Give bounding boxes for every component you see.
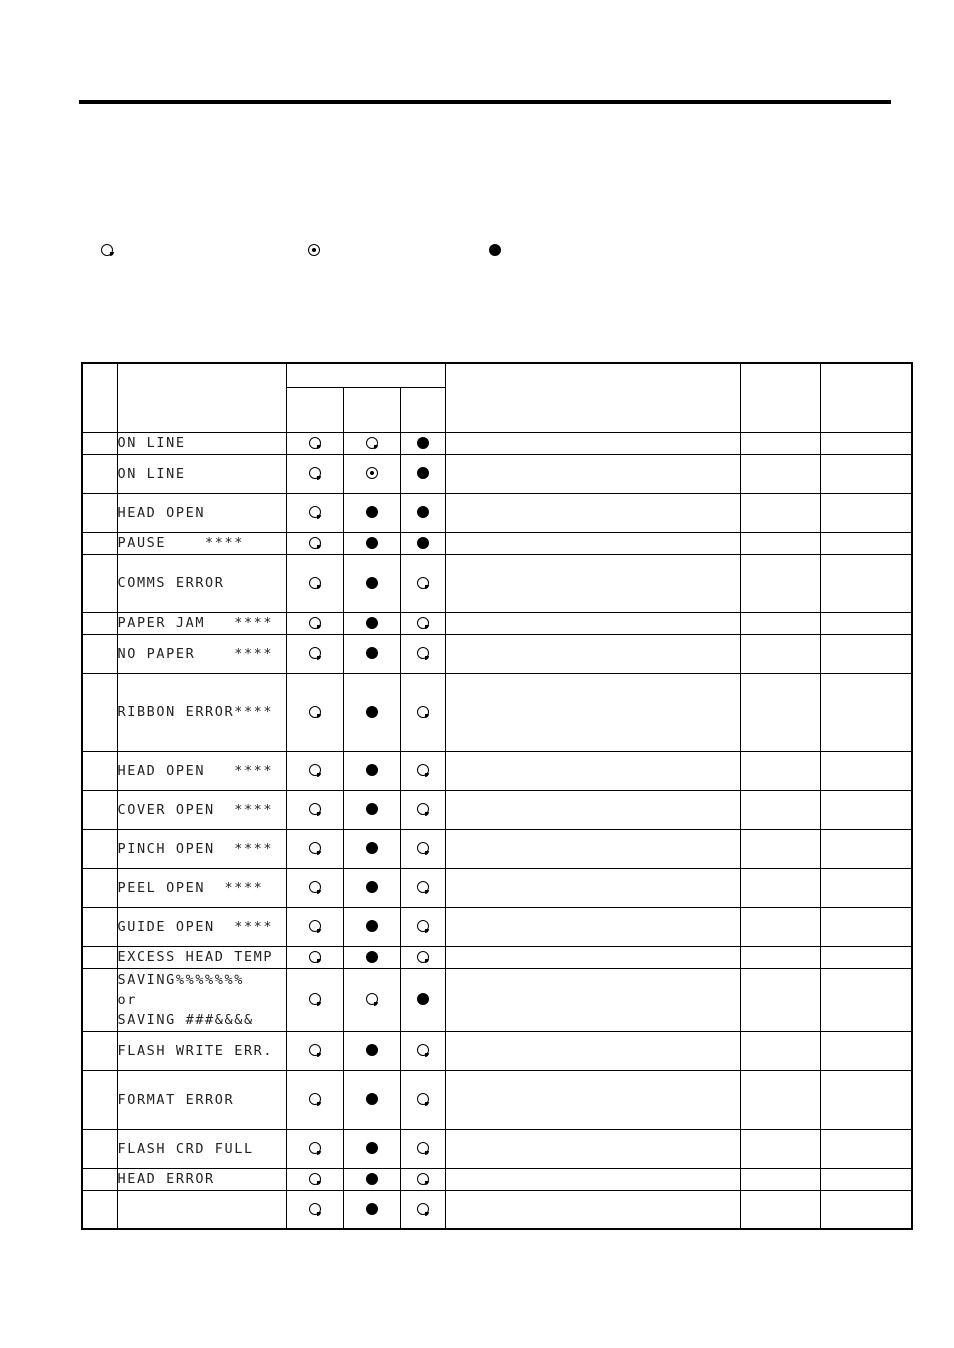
restore-cell: [740, 907, 820, 946]
command-cell: [820, 1129, 912, 1168]
error-led-cell: [400, 493, 445, 532]
online-led-on-icon: [366, 1203, 378, 1215]
lcd-message-text: GUIDE OPEN ****: [117, 918, 274, 935]
command-cell: [820, 1190, 912, 1229]
power-led-cell: [286, 1190, 343, 1229]
header-no-cell: [82, 363, 117, 432]
lcd-message-text: HEAD OPEN: [117, 504, 206, 521]
command-cell: [820, 751, 912, 790]
header-printer-status-cell: [445, 363, 740, 432]
error-led-cell: [400, 673, 445, 751]
table-row: [82, 1070, 912, 1129]
online-led-cell: [343, 432, 400, 454]
online-led-cell: [343, 751, 400, 790]
power-led-cell: [286, 790, 343, 829]
row-number-cell: [82, 907, 117, 946]
online-led-cell: [343, 868, 400, 907]
power-led-off-icon: [309, 1203, 321, 1215]
restore-cell: [740, 829, 820, 868]
lcd-message-cell: [117, 751, 286, 790]
command-cell: [820, 612, 912, 634]
error-led-cell: [400, 554, 445, 612]
online-led-on-icon: [366, 1142, 378, 1154]
power-led-cell: [286, 432, 343, 454]
restore-cell: [740, 946, 820, 968]
lcd-message-cell: [117, 829, 286, 868]
online-led-on-icon: [366, 577, 378, 589]
printer-status-cell: [445, 673, 740, 751]
online-led-cell: [343, 1129, 400, 1168]
printer-status-cell: [445, 532, 740, 554]
error-led-off-icon: [417, 842, 429, 854]
table-row: [82, 634, 912, 673]
printer-status-cell: [445, 554, 740, 612]
power-led-cell: [286, 907, 343, 946]
row-number-cell: [82, 454, 117, 493]
printer-status-cell: [445, 868, 740, 907]
error-led-off-icon: [417, 1173, 429, 1185]
error-led-on-icon: [417, 437, 429, 449]
command-cell: [820, 968, 912, 1031]
power-led-cell: [286, 634, 343, 673]
error-led-cell: [400, 1168, 445, 1190]
lcd-message-cell: [117, 554, 286, 612]
online-led-cell: [343, 790, 400, 829]
lcd-message-cell: [117, 612, 286, 634]
power-led-off-icon: [309, 764, 321, 776]
error-led-cell: [400, 829, 445, 868]
row-number-cell: [82, 1190, 117, 1229]
restore-cell: [740, 1168, 820, 1190]
online-led-cell: [343, 454, 400, 493]
restore-cell: [740, 1190, 820, 1229]
online-led-cell: [343, 532, 400, 554]
command-cell: [820, 493, 912, 532]
restore-cell: [740, 1031, 820, 1070]
led-on-icon: [489, 244, 501, 256]
table-row: [82, 673, 912, 751]
command-cell: [820, 1168, 912, 1190]
online-led-on-icon: [366, 506, 378, 518]
printer-status-cell: [445, 829, 740, 868]
row-number-cell: [82, 1031, 117, 1070]
error-led-off-icon: [417, 617, 429, 629]
online-led-cell: [343, 907, 400, 946]
row-number-cell: [82, 634, 117, 673]
printer-status-cell: [445, 634, 740, 673]
lcd-message-cell: [117, 1168, 286, 1190]
lcd-message-text: RIBBON ERROR****: [117, 704, 274, 720]
error-led-cell: [400, 790, 445, 829]
lcd-message-table: [81, 362, 913, 1230]
power-led-off-icon: [309, 1173, 321, 1185]
row-number-cell: [82, 868, 117, 907]
error-led-cell: [400, 432, 445, 454]
lcd-message-text: EXCESS HEAD TEMP: [117, 949, 274, 965]
command-cell: [820, 532, 912, 554]
restore-cell: [740, 432, 820, 454]
led-off-icon: [101, 244, 113, 256]
error-led-cell: [400, 1031, 445, 1070]
lcd-message-text: PAPER JAM ****: [117, 615, 274, 631]
error-led-off-icon: [417, 706, 429, 718]
error-led-off-icon: [417, 1044, 429, 1056]
power-led-off-icon: [309, 467, 321, 479]
power-led-off-icon: [309, 951, 321, 963]
online-led-cell: [343, 946, 400, 968]
restore-cell: [740, 634, 820, 673]
table-row: [82, 554, 912, 612]
power-led-cell: [286, 751, 343, 790]
restore-cell: [740, 751, 820, 790]
table-row: [82, 829, 912, 868]
printer-status-cell: [445, 907, 740, 946]
lcd-message-text: SAVING ###&&&&: [117, 1011, 254, 1028]
power-led-off-icon: [309, 920, 321, 932]
table-row: [82, 907, 912, 946]
command-cell: [820, 1070, 912, 1129]
row-number-cell: [82, 751, 117, 790]
lcd-message-text: ON LINE: [117, 465, 186, 482]
online-led-cell: [343, 612, 400, 634]
row-number-cell: [82, 946, 117, 968]
online-led-on-icon: [366, 537, 378, 549]
power-led-off-icon: [309, 537, 321, 549]
power-led-off-icon: [309, 706, 321, 718]
online-led-blink-icon: [366, 467, 378, 479]
printer-status-cell: [445, 1168, 740, 1190]
command-cell: [820, 868, 912, 907]
table-row: [82, 1190, 912, 1229]
power-led-cell: [286, 968, 343, 1031]
table-row: [82, 493, 912, 532]
header-led-group-cell: [286, 363, 445, 387]
led-blink-icon: [308, 244, 320, 256]
error-led-on-icon: [417, 537, 429, 549]
printer-status-cell: [445, 1129, 740, 1168]
power-led-off-icon: [309, 1093, 321, 1105]
printer-status-cell: [445, 1031, 740, 1070]
table-row: [82, 1031, 912, 1070]
table-row: [82, 454, 912, 493]
row-number-cell: [82, 554, 117, 612]
row-number-cell: [82, 1070, 117, 1129]
table-row: [82, 1129, 912, 1168]
lcd-message-text: PINCH OPEN ****: [117, 840, 274, 857]
row-number-cell: [82, 790, 117, 829]
error-led-off-icon: [417, 803, 429, 815]
lcd-message-text: FLASH WRITE ERR.: [117, 1042, 274, 1059]
power-led-cell: [286, 493, 343, 532]
power-led-cell: [286, 1070, 343, 1129]
header-power-led-cell: [286, 387, 343, 432]
power-led-off-icon: [309, 647, 321, 659]
error-led-off-icon: [417, 1093, 429, 1105]
error-led-cell: [400, 751, 445, 790]
row-number-cell: [82, 612, 117, 634]
online-led-cell: [343, 1190, 400, 1229]
header-restore-cell: [740, 363, 820, 432]
lcd-message-cell: [117, 946, 286, 968]
online-led-cell: [343, 968, 400, 1031]
online-led-on-icon: [366, 951, 378, 963]
row-number-cell: [82, 1129, 117, 1168]
lcd-message-cell: [117, 673, 286, 751]
online-led-on-icon: [366, 617, 378, 629]
lcd-message-cell: [117, 968, 286, 1031]
restore-cell: [740, 968, 820, 1031]
error-led-on-icon: [417, 467, 429, 479]
lcd-message-text: or: [117, 991, 137, 1008]
power-led-cell: [286, 454, 343, 493]
online-led-cell: [343, 634, 400, 673]
error-led-cell: [400, 1190, 445, 1229]
lcd-message-text: HEAD OPEN ****: [117, 762, 274, 779]
error-led-cell: [400, 1070, 445, 1129]
command-cell: [820, 673, 912, 751]
power-led-cell: [286, 673, 343, 751]
error-led-off-icon: [417, 881, 429, 893]
header-error-led-cell: [400, 387, 445, 432]
command-cell: [820, 454, 912, 493]
power-led-cell: [286, 612, 343, 634]
online-led-off-icon: [366, 993, 378, 1005]
online-led-on-icon: [366, 764, 378, 776]
printer-status-cell: [445, 1070, 740, 1129]
online-led-cell: [343, 1168, 400, 1190]
lcd-message-text: NO PAPER ****: [117, 645, 274, 662]
lcd-message-cell: [117, 907, 286, 946]
power-led-off-icon: [309, 1044, 321, 1056]
row-number-cell: [82, 1168, 117, 1190]
error-led-cell: [400, 968, 445, 1031]
lcd-message-text: PAUSE ****: [117, 535, 244, 551]
error-led-off-icon: [417, 920, 429, 932]
power-led-off-icon: [309, 506, 321, 518]
online-led-on-icon: [366, 706, 378, 718]
online-led-cell: [343, 829, 400, 868]
table-row: [82, 532, 912, 554]
power-led-off-icon: [309, 881, 321, 893]
row-number-cell: [82, 493, 117, 532]
table-row: [82, 946, 912, 968]
online-led-on-icon: [366, 920, 378, 932]
lcd-message-cell: [117, 1070, 286, 1129]
power-led-off-icon: [309, 437, 321, 449]
table-row: [82, 968, 912, 1031]
lcd-message-cell: [117, 634, 286, 673]
restore-cell: [740, 790, 820, 829]
error-led-off-icon: [417, 951, 429, 963]
printer-status-cell: [445, 968, 740, 1031]
lcd-message-text: COMMS ERROR: [117, 575, 225, 591]
restore-cell: [740, 532, 820, 554]
row-number-cell: [82, 829, 117, 868]
command-cell: [820, 790, 912, 829]
error-led-cell: [400, 946, 445, 968]
printer-status-cell: [445, 751, 740, 790]
lcd-message-cell: [117, 790, 286, 829]
printer-status-cell: [445, 432, 740, 454]
power-led-off-icon: [309, 1142, 321, 1154]
command-cell: [820, 554, 912, 612]
printer-status-cell: [445, 612, 740, 634]
printer-status-cell: [445, 454, 740, 493]
power-led-cell: [286, 1031, 343, 1070]
lcd-message-text: PEEL OPEN ****: [117, 879, 264, 896]
table-row: [82, 612, 912, 634]
error-led-off-icon: [417, 764, 429, 776]
lcd-message-text: FORMAT ERROR: [117, 1091, 235, 1108]
online-led-cell: [343, 673, 400, 751]
power-led-off-icon: [309, 803, 321, 815]
table-row: [82, 432, 912, 454]
restore-cell: [740, 1070, 820, 1129]
printer-status-cell: [445, 1190, 740, 1229]
restore-cell: [740, 493, 820, 532]
command-cell: [820, 432, 912, 454]
error-led-cell: [400, 868, 445, 907]
table-row: [82, 790, 912, 829]
online-led-on-icon: [366, 1173, 378, 1185]
error-led-cell: [400, 454, 445, 493]
error-led-on-icon: [417, 993, 429, 1005]
lcd-message-cell: [117, 432, 286, 454]
legend-on-led-icon: [489, 241, 503, 255]
error-led-off-icon: [417, 1142, 429, 1154]
legend-blink-led-icon: [308, 241, 322, 255]
row-number-cell: [82, 532, 117, 554]
lcd-message-cell: [117, 868, 286, 907]
online-led-cell: [343, 1070, 400, 1129]
online-led-on-icon: [366, 1044, 378, 1056]
error-led-cell: [400, 1129, 445, 1168]
header-lcd-message-cell: [117, 363, 286, 432]
error-led-off-icon: [417, 647, 429, 659]
table-row: [82, 751, 912, 790]
power-led-cell: [286, 554, 343, 612]
command-cell: [820, 634, 912, 673]
online-led-on-icon: [366, 647, 378, 659]
error-led-cell: [400, 907, 445, 946]
header-command-cell: [820, 363, 912, 432]
error-led-off-icon: [417, 1203, 429, 1215]
top-rule: [79, 100, 891, 104]
restore-cell: [740, 1129, 820, 1168]
online-led-on-icon: [366, 881, 378, 893]
lcd-message-text: COVER OPEN ****: [117, 801, 274, 818]
command-cell: [820, 1031, 912, 1070]
power-led-off-icon: [309, 617, 321, 629]
power-led-cell: [286, 868, 343, 907]
lcd-message-text: ON LINE: [117, 435, 186, 451]
error-led-on-icon: [417, 506, 429, 518]
power-led-cell: [286, 829, 343, 868]
online-led-off-icon: [366, 437, 378, 449]
lcd-message-cell: [117, 1129, 286, 1168]
lcd-message-text: SAVING%%%%%%%: [117, 971, 244, 988]
restore-cell: [740, 868, 820, 907]
error-led-cell: [400, 634, 445, 673]
table-header-row-1: [82, 363, 912, 387]
power-led-cell: [286, 1129, 343, 1168]
table-row: [82, 1168, 912, 1190]
online-led-on-icon: [366, 803, 378, 815]
online-led-cell: [343, 1031, 400, 1070]
lcd-message-text: FLASH CRD FULL: [117, 1140, 254, 1157]
online-led-on-icon: [366, 842, 378, 854]
power-led-off-icon: [309, 993, 321, 1005]
online-led-cell: [343, 493, 400, 532]
row-number-cell: [82, 432, 117, 454]
power-led-off-icon: [309, 842, 321, 854]
row-number-cell: [82, 968, 117, 1031]
lcd-message-cell: [117, 1031, 286, 1070]
online-led-on-icon: [366, 1093, 378, 1105]
printer-status-cell: [445, 946, 740, 968]
command-cell: [820, 946, 912, 968]
error-led-cell: [400, 532, 445, 554]
lcd-message-text: HEAD ERROR: [117, 1171, 215, 1187]
printer-status-cell: [445, 790, 740, 829]
restore-cell: [740, 454, 820, 493]
legend-off-led-icon: [101, 241, 115, 255]
lcd-message-cell: [117, 1190, 286, 1229]
table-row: [82, 868, 912, 907]
lcd-message-cell: [117, 454, 286, 493]
power-led-cell: [286, 946, 343, 968]
power-led-cell: [286, 532, 343, 554]
printer-status-cell: [445, 493, 740, 532]
lcd-message-cell: [117, 493, 286, 532]
restore-cell: [740, 612, 820, 634]
power-led-cell: [286, 1168, 343, 1190]
power-led-off-icon: [309, 577, 321, 589]
lcd-message-cell: [117, 532, 286, 554]
error-led-off-icon: [417, 577, 429, 589]
command-cell: [820, 829, 912, 868]
error-led-cell: [400, 612, 445, 634]
online-led-cell: [343, 554, 400, 612]
row-number-cell: [82, 673, 117, 751]
restore-cell: [740, 673, 820, 751]
header-online-led-cell: [343, 387, 400, 432]
restore-cell: [740, 554, 820, 612]
command-cell: [820, 907, 912, 946]
